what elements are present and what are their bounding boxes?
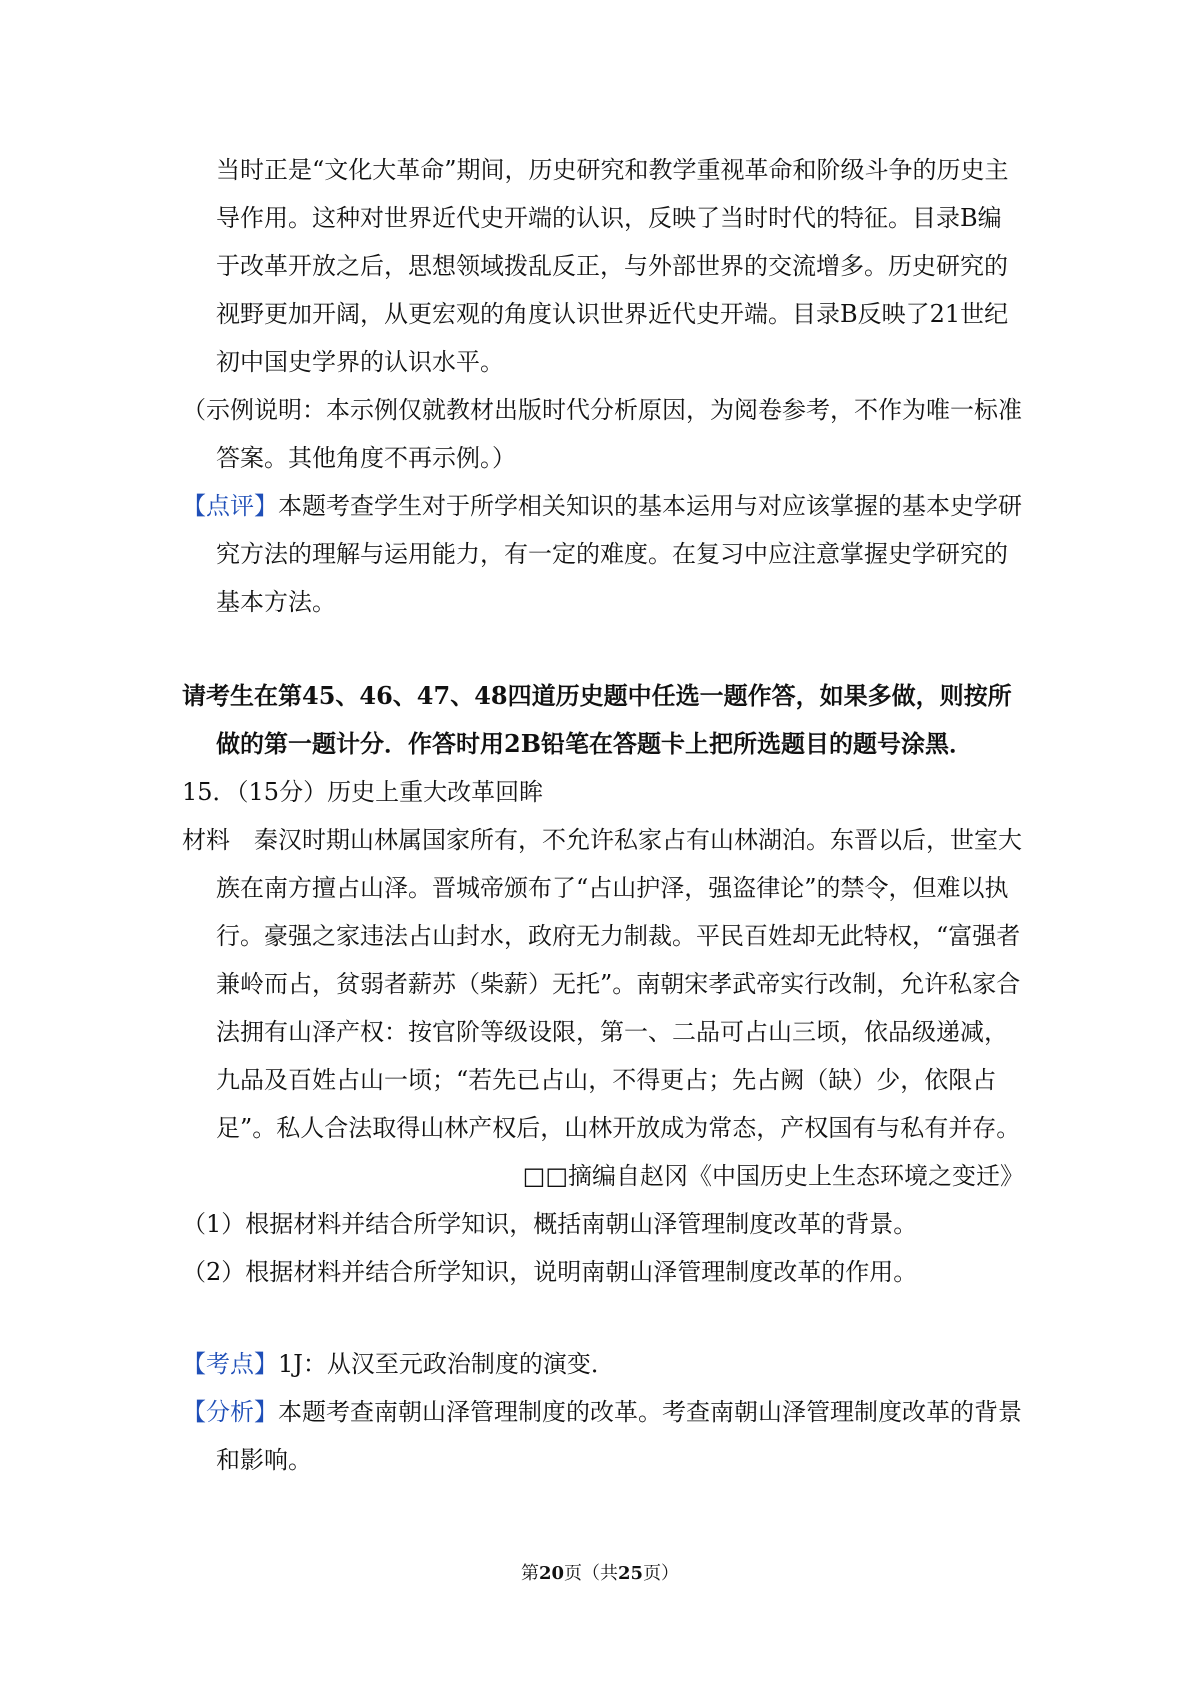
answer-paragraph: 当时正是“文化大革命”期间，历史研究和教学重视革命和阶级斗争的历史主导作用。这种对世界近代史开端的认识，反映了当时时代的特征。目录B编于改革开放之后，思想领域拨乱反正，与外部世界的交流增多。历史研究的视野更加开阔，从更宏观的角度认识世界近代史开端。目录B反映了21世纪初中国史学界的认识水平。 bbox=[216, 156, 1009, 376]
question-title: 15．（15分）历史上重大改革回眸 bbox=[182, 778, 544, 806]
example-note: （示例说明：本示例仅就教材出版时代分析原因，为阅卷参考，不作为唯一标准答案。其他角度不再示例。） bbox=[182, 396, 1022, 472]
comment-paragraph bbox=[182, 482, 1024, 626]
kaodian-paragraph bbox=[182, 1340, 1024, 1388]
citation: □□摘编自赵冈《中国历史上生态环境之变迁》 bbox=[522, 1162, 1024, 1190]
footer-suffix: 页） bbox=[643, 1563, 680, 1584]
section-gap bbox=[182, 626, 1024, 672]
footer-page-number: 20 bbox=[538, 1563, 564, 1584]
footer-total-pages: 25 bbox=[618, 1563, 644, 1584]
footer-prefix: 第 bbox=[520, 1563, 539, 1584]
section-gap bbox=[182, 1296, 1024, 1340]
fenxi-paragraph bbox=[182, 1388, 1024, 1484]
fenxi-tag: 【分析】 bbox=[182, 1398, 278, 1426]
kaodian-text: 1J：从汉至元政治制度的演变． bbox=[278, 1350, 615, 1378]
instruction-paragraph: 请考生在第45、46、47、48四道历史题中任选一题作答，如果多做，则按所做的第一题计分．作答时用2B铅笔在答题卡上把所选题目的题号涂黑． bbox=[182, 681, 1012, 758]
sub-question-2: （2）根据材料并结合所学知识，说明南朝山泽管理制度改革的作用。 bbox=[182, 1258, 918, 1286]
comment-tag: 【点评】 bbox=[182, 492, 278, 520]
sub-question-1: （1）根据材料并结合所学知识，概括南朝山泽管理制度改革的背景。 bbox=[182, 1210, 918, 1238]
kaodian-tag: 【考点】 bbox=[182, 1350, 278, 1378]
page-content bbox=[182, 146, 1024, 1484]
fenxi-text: 本题考查南朝山泽管理制度的改革。考查南朝山泽管理制度改革的背景和影响。 bbox=[216, 1398, 1022, 1474]
footer-middle: 页（共 bbox=[564, 1563, 618, 1584]
page-footer bbox=[0, 1562, 1200, 1586]
material-paragraph: 材料 秦汉时期山林属国家所有，不允许私家占有山林湖泊。东晋以后，世室大族在南方擅占山泽。晋城帝颁布了“占山护泽，强盗律论”的禁令，但难以执行。豪强之家违法占山封水，政府无力制裁。平民百姓却无此特权，“富强者兼岭而占，贫弱者薪苏（柴薪）无托”。南朝宋孝武帝实行改制，允许私家合法拥有山泽产权：按官阶等级设限，第一、二品可占山三顷，依品级递减，九品及百姓占山一顷；“若先已占山，不得更占；先占阙（缺）少，依限占足”。私人合法取得山林产权后，山林开放成为常态，产权国有与私有并存。 bbox=[182, 826, 1022, 1142]
comment-text: 本题考查学生对于所学相关知识的基本运用与对应该掌握的基本史学研究方法的理解与运用能力，有一定的难度。在复习中应注意掌握史学研究的基本方法。 bbox=[216, 492, 1022, 616]
